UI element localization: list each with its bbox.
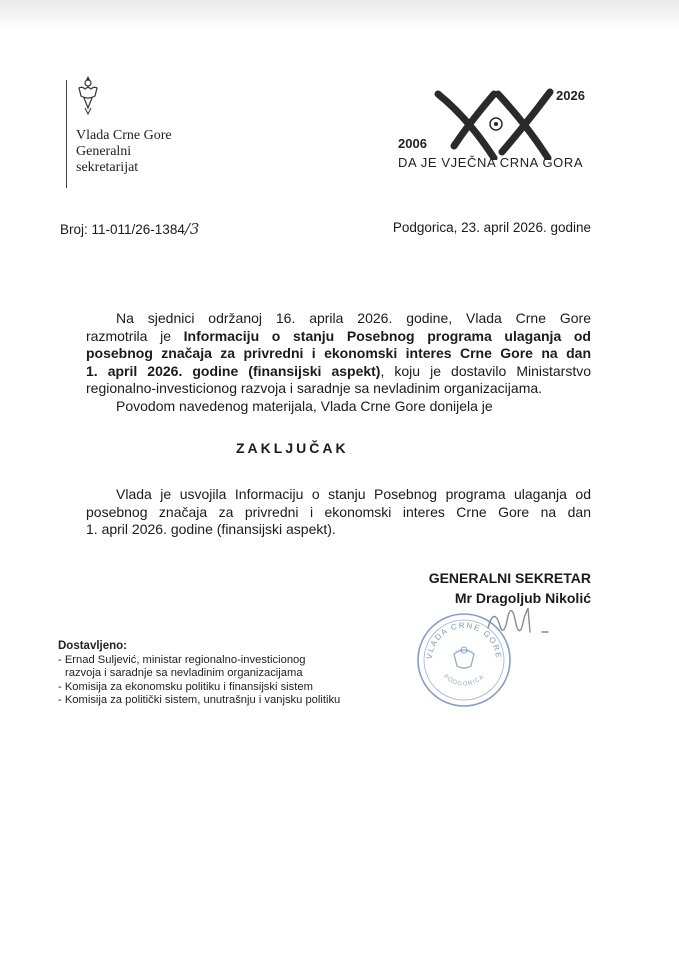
body-line-1: Na sjednici održanoj 16. aprila 2026. godine, Vlada Crne Gore bbox=[116, 310, 591, 326]
handwritten-signature bbox=[484, 598, 574, 648]
conclusion-line-2: posebnog značaja za privredni i ekonomski interes Crne Gore na dan bbox=[86, 503, 591, 520]
conclusion-heading: ZAKLJUČAK bbox=[236, 440, 349, 456]
distribution-item: - Ernad Suljević, ministar regionalno-investicionog bbox=[58, 653, 306, 666]
body-line-5: regionalno-investicionog razvoja i saradnje sa nevladinim organizacijama. bbox=[86, 380, 543, 397]
org-line-3: sekretarijat bbox=[76, 160, 139, 175]
body-line-2 bbox=[86, 328, 591, 346]
reference-number-text: Broj: 11-011/26-1384 bbox=[60, 222, 185, 237]
conclusion-line-1: Vlada je usvojila Informaciju o stanju Posebnog programa ulaganja od bbox=[116, 486, 591, 502]
distribution-list bbox=[58, 640, 340, 708]
body-line-2-normal: razmotrila je bbox=[86, 327, 184, 344]
body-line-3 bbox=[86, 345, 591, 363]
stamp-text: VLADA CRNE GORE bbox=[424, 620, 504, 660]
conclusion-line-3: 1. april 2026. godine (finansijski aspekt). bbox=[86, 521, 336, 538]
conclusion-body bbox=[86, 486, 591, 539]
reference-number bbox=[60, 220, 199, 238]
body-line-4 bbox=[86, 363, 591, 381]
org-line-2: Generalni bbox=[76, 144, 132, 159]
jubilee-motto: DA JE VJEČNA CRNA GORA bbox=[398, 155, 584, 170]
distribution-item: - Komisija za politički sistem, unutrašnju i vanjsku politiku bbox=[58, 694, 341, 707]
header-divider bbox=[66, 80, 67, 188]
coat-of-arms-icon bbox=[76, 74, 100, 118]
svg-text:PODGORICA bbox=[442, 674, 486, 688]
signatory-name: Mr Dragoljub Nikolić bbox=[454, 590, 591, 606]
organization-name bbox=[76, 128, 172, 176]
distribution-item: - Komisija za ekonomsku politiku i finansijski sistem bbox=[58, 680, 313, 693]
document-body bbox=[86, 310, 591, 416]
jubilee-year-end: 2026 bbox=[556, 88, 585, 103]
body-line-2-bold: Informaciju o stanju Posebnog programa ulaganja od bbox=[183, 327, 591, 344]
scan-edge-shadow bbox=[0, 0, 679, 28]
body-line-4-normal: , koju je dostavilo Ministarstvo bbox=[380, 362, 591, 379]
document-date: Podgorica, 23. april 2026. godine bbox=[392, 220, 591, 235]
reference-handwritten-suffix: /3 bbox=[184, 220, 200, 238]
jubilee-year-start: 2006 bbox=[398, 136, 427, 151]
signatory-title: GENERALNI SEKRETAR bbox=[428, 570, 591, 586]
distribution-item: razvoja i saradnje sa nevladinim organizacijama bbox=[65, 667, 303, 680]
org-line-1: Vlada Crne Gore bbox=[76, 128, 172, 143]
distribution-title: Dostavljeno: bbox=[58, 640, 128, 652]
body-paragraph-2: Povodom navedenog materijala, Vlada Crne Gore donijela je bbox=[116, 397, 493, 414]
stamp-city: PODGORICA bbox=[442, 673, 486, 688]
body-line-3-bold: posebnog značaja za privredni i ekonomski interes Crne Gore na dan bbox=[86, 345, 591, 362]
body-line-4-bold: 1. april 2026. godine (finansijski aspekt) bbox=[86, 362, 381, 379]
